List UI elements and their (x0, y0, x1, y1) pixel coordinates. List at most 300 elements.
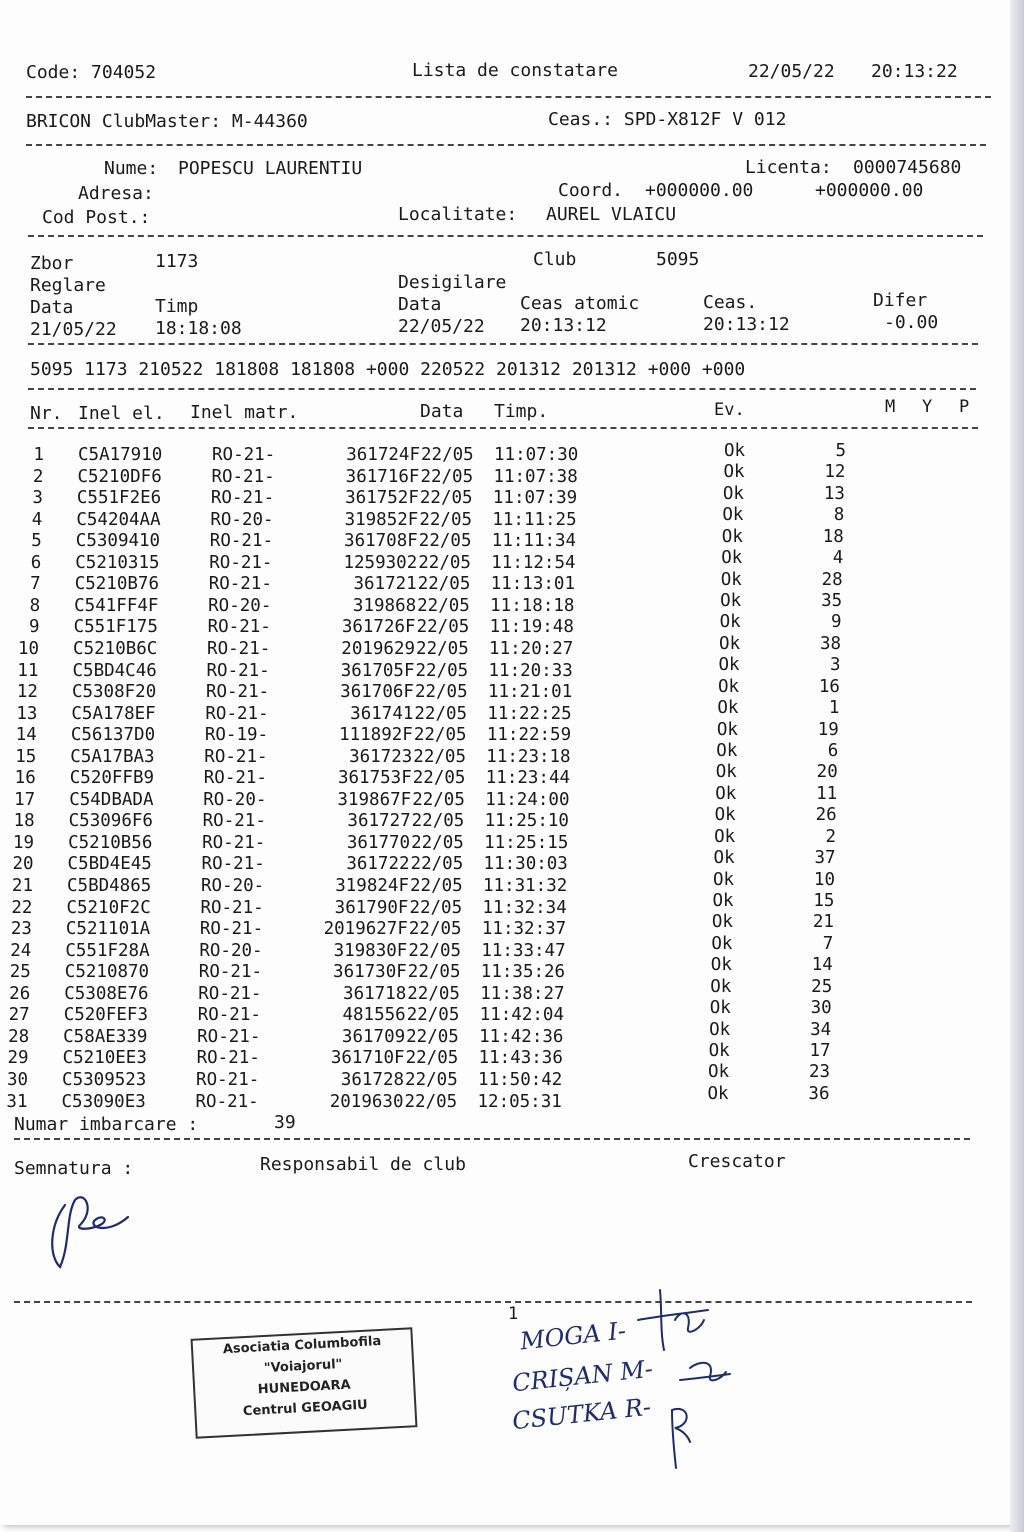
club-label: Club (533, 249, 577, 270)
cell-ev: Ok (713, 848, 735, 869)
cell-time: 11:31:32 (483, 876, 568, 896)
cell-time: 11:13:01 (490, 574, 575, 595)
cell-ev: Ok (709, 998, 731, 1019)
cell-el: C58AE339 (63, 1026, 148, 1047)
coord-label: Coord. (558, 180, 624, 201)
cell-pos: 13 (823, 483, 845, 504)
col-m: M (885, 397, 896, 417)
cell-ev: Ok (710, 955, 732, 976)
cell-series: RO-21- (195, 1091, 259, 1112)
divider (26, 144, 986, 146)
cell-el: C5210315 (75, 552, 160, 573)
cell-ev: Ok (714, 805, 736, 826)
code-label: Code: 704052 (26, 62, 157, 83)
cell-nr: 18 (13, 811, 35, 832)
cell-el: C5210EE3 (62, 1048, 147, 1069)
cell-pos: 3 (829, 655, 841, 676)
cell-nr: 1 (33, 445, 44, 465)
cell-series: RO-21- (196, 1069, 260, 1090)
timp-label: Timp (155, 296, 199, 317)
cell-nr: 17 (14, 789, 36, 810)
cell-series: RO-21- (209, 552, 273, 573)
cell-nr: 23 (10, 919, 32, 940)
cell-el: C5210B56 (68, 832, 153, 853)
cell-series: RO-21- (197, 1026, 261, 1047)
cell-ev: Ok (708, 1041, 730, 1062)
cell-nr: 15 (15, 746, 37, 767)
cell-ev: Ok (715, 783, 737, 804)
cell-el: C551F28A (65, 940, 150, 961)
cell-pos: 19 (817, 719, 839, 740)
cell-date: 22/05 (411, 832, 464, 853)
cell-date: 22/05 (418, 531, 472, 552)
cell-series: RO-19- (204, 725, 269, 746)
table-row (0, 676, 1000, 703)
cell-nr: 8 (29, 595, 41, 616)
stamp-line-3: HUNEDOARA (257, 1377, 351, 1398)
cell-series: RO-20- (208, 595, 272, 616)
cell-time: 11:22:59 (486, 725, 572, 746)
cell-el: C5BD4E45 (67, 854, 152, 875)
col-ev: Ev. (714, 400, 745, 420)
cell-date: 22/05 (412, 768, 466, 789)
cell-matr: 361710F (330, 1048, 405, 1069)
responsabil-label: Responsabil de club (260, 1154, 466, 1175)
cell-pos: 34 (810, 1019, 832, 1040)
cell-el: C54DBADA (69, 789, 154, 810)
cell-series: RO-21- (212, 445, 276, 465)
divider (26, 96, 991, 98)
table-row (0, 612, 1000, 638)
cell-time: 11:50:42 (478, 1069, 563, 1090)
cell-pos: 8 (833, 505, 845, 526)
cell-pos: 38 (819, 633, 842, 654)
table-row (0, 1041, 1000, 1069)
cell-el: C5308E76 (64, 983, 149, 1004)
cell-el: C551F175 (73, 617, 158, 638)
cell-ev: Ok (720, 569, 742, 590)
cell-nr: 22 (11, 897, 33, 918)
ceas-atomic-label: Ceas atomic (520, 293, 640, 314)
cell-pos: 15 (813, 891, 835, 912)
cell-date: 22/05 (414, 682, 468, 703)
cell-matr: 361730F (333, 962, 407, 983)
header-date: 22/05/22 (748, 61, 835, 82)
cell-el: C56137D0 (70, 725, 156, 746)
col-timp: Timp. (494, 401, 549, 422)
handwritten-line-2: CRIȘAN M- (510, 1354, 655, 1398)
cell-series: RO-20- (201, 876, 265, 896)
cell-series: RO-21- (196, 1048, 260, 1069)
cell-time: 11:07:38 (493, 466, 578, 487)
difer-label: Difer (873, 290, 928, 311)
cell-nr: 27 (8, 1005, 30, 1026)
cell-el: C5210870 (64, 962, 150, 983)
col-inel-el: Inel el. (78, 403, 165, 424)
table-row (0, 848, 1000, 875)
reglare-date: 21/05/22 (30, 319, 117, 340)
table-row (0, 483, 1000, 509)
cell-matr: 319868 (352, 595, 417, 616)
license-label: Licenta: (745, 157, 832, 178)
cell-series: RO-21- (199, 919, 264, 940)
table-row (0, 933, 1000, 962)
cell-time: 11:19:48 (489, 617, 574, 638)
cell-pos: 25 (811, 976, 833, 997)
cell-nr: 10 (17, 638, 40, 659)
table-row (0, 719, 1000, 746)
cell-el: C53090E3 (61, 1091, 146, 1112)
cell-date: 22/05 (407, 983, 460, 1004)
cell-nr: 31 (6, 1091, 28, 1112)
locality-label: Localitate: (398, 204, 518, 225)
table-row (0, 762, 1000, 789)
cell-matr: 361752F (345, 488, 419, 509)
cell-series: RO-21- (207, 617, 271, 638)
cell-time: 11:43:36 (478, 1048, 563, 1069)
table-row (0, 441, 1000, 466)
cell-nr: 24 (10, 940, 32, 961)
reglare-time: 18:18:08 (155, 318, 242, 339)
cell-time: 11:24:00 (485, 789, 570, 810)
device-label: BRICON ClubMaster: M-44360 (26, 111, 308, 132)
desigilare-date: 22/05/22 (398, 316, 485, 337)
cell-series: RO-21- (211, 466, 275, 487)
cell-date: 22/05 (406, 1026, 459, 1047)
cell-pos: 17 (809, 1041, 831, 1062)
signature (30, 1185, 150, 1275)
cell-time: 11:12:54 (491, 552, 576, 573)
divider (14, 1138, 970, 1140)
atomic-clock-value: 20:13:12 (520, 315, 607, 336)
cell-el: C5210F2C (66, 897, 151, 918)
table-row (0, 526, 1000, 552)
locality-value: AUREL VLAICU (546, 204, 677, 225)
cell-date: 22/05 (419, 488, 473, 509)
cell-el: C5308F20 (71, 682, 157, 703)
divider (28, 343, 978, 345)
cell-nr: 28 (8, 1026, 30, 1047)
cell-el: C520FFB9 (69, 768, 155, 789)
cell-date: 22/05 (417, 574, 471, 595)
cell-nr: 13 (16, 703, 38, 724)
cell-matr: 361721 (353, 574, 417, 595)
cell-pos: 14 (811, 955, 833, 976)
header-time: 20:13:22 (871, 61, 958, 82)
cell-series: RO-21- (202, 832, 266, 853)
table-row (0, 826, 1000, 854)
cell-ev: Ok (723, 462, 745, 483)
cell-el: C5309410 (75, 531, 161, 552)
cell-el: C5210B76 (74, 574, 159, 595)
cell-ev: Ok (715, 762, 737, 783)
cell-ev: Ok (724, 441, 746, 461)
cell-ev: Ok (716, 741, 738, 762)
owner-name: POPESCU LAURENTIU (178, 158, 363, 179)
cell-matr: 361706F (340, 682, 414, 703)
cell-matr: 361753F (337, 768, 412, 789)
cell-pos: 6 (827, 741, 839, 762)
cell-el: C53096F6 (68, 811, 153, 832)
cell-pos: 26 (815, 805, 837, 826)
cell-date: 22/05 (415, 660, 469, 681)
cell-time: 12:05:31 (477, 1091, 562, 1112)
numar-label: Numar imbarcare : (14, 1114, 199, 1135)
cell-time: 11:20:27 (489, 638, 574, 659)
cell-nr: 14 (15, 725, 37, 746)
license-value: 0000745680 (853, 157, 962, 178)
cell-matr: 361709 (341, 1026, 406, 1047)
cell-pos: 36 (808, 1083, 830, 1104)
divider (28, 235, 983, 237)
stamp-line-4: Centrul GEOAGIU (242, 1397, 369, 1420)
cell-ev: Ok (722, 505, 744, 526)
cell-nr: 25 (9, 962, 31, 983)
cell-nr: 4 (31, 509, 43, 530)
divider (14, 1301, 972, 1303)
cell-ev: Ok (719, 633, 741, 654)
cell-date: 22/05 (405, 1048, 459, 1069)
cell-time: 11:11:25 (492, 509, 577, 530)
numar-value: 39 (274, 1112, 296, 1133)
crescator-label: Crescator (688, 1151, 786, 1172)
cell-series: RO-21- (201, 854, 265, 875)
handwritten-line-3: CSUTKA R- (510, 1392, 653, 1436)
cell-time: 11:30:03 (483, 854, 568, 875)
cell-el: C520FEF3 (63, 1005, 148, 1026)
data-label: Data (30, 297, 74, 318)
cell-nr: 21 (11, 876, 33, 896)
table-row (0, 891, 1000, 919)
cell-nr: 29 (7, 1048, 29, 1069)
table-row (0, 783, 1000, 811)
table-row (0, 805, 1000, 832)
cell-date: 22/05 (413, 725, 467, 746)
cell-matr: 361727 (347, 811, 411, 832)
cell-ev: Ok (710, 976, 732, 997)
cell-date: 22/05 (414, 703, 468, 724)
cell-pos: 35 (821, 591, 843, 612)
cell-pos: 20 (816, 762, 838, 783)
table-row (0, 998, 1000, 1026)
cell-series: RO-20- (199, 940, 263, 961)
cell-el: C5210DF6 (77, 466, 162, 487)
code-line: 5095 1173 210522 181808 181808 +000 220522 201312 201312 +000 +000 (30, 359, 746, 380)
cell-date: 22/05 (408, 940, 462, 961)
cell-matr: 361723 (349, 746, 413, 767)
table-row (0, 505, 1000, 531)
cell-el: C5A17910 (78, 445, 163, 465)
cell-series: RO-21- (205, 682, 270, 703)
cell-ev: Ok (711, 912, 733, 933)
divider (28, 388, 976, 390)
cell-matr: 2019629 (341, 638, 416, 659)
cell-date: 22/05 (413, 746, 466, 767)
cell-nr: 6 (30, 552, 42, 573)
cell-ev: Ok (713, 869, 735, 890)
cell-pos: 16 (818, 676, 840, 697)
cell-series: RO-21- (205, 703, 269, 724)
cell-ev: Ok (709, 1019, 731, 1040)
cell-date: 22/05 (409, 897, 463, 918)
cell-series: RO-21- (203, 768, 267, 789)
cell-date: 22/05 (411, 811, 465, 832)
cell-pos: 30 (810, 998, 832, 1019)
cell-el: C521101A (65, 919, 151, 940)
stamp-line-1: Asociatia Columbofila (222, 1333, 382, 1358)
cell-ev: Ok (708, 1062, 730, 1083)
table-row (0, 633, 1000, 660)
coord-value-2: +000000.00 (815, 180, 924, 201)
cell-time: 11:35:26 (480, 962, 566, 983)
cell-el: C5BD4865 (67, 876, 152, 896)
cell-ev: Ok (718, 655, 740, 676)
cell-nr: 20 (12, 854, 34, 875)
cell-series: RO-21- (198, 962, 263, 983)
cell-el: C5210B6C (73, 638, 158, 659)
cell-pos: 11 (816, 783, 838, 804)
cell-time: 11:42:04 (479, 1005, 564, 1026)
ceas-label: Ceas. (703, 292, 758, 313)
cell-nr: 3 (32, 488, 43, 509)
cell-time: 11:22:25 (487, 703, 572, 724)
cell-matr: 361741 (350, 703, 414, 724)
cell-ev: Ok (721, 526, 743, 547)
table-row (0, 569, 1000, 595)
handwritten-initials (620, 1280, 740, 1480)
cell-pos: 9 (831, 612, 842, 633)
cell-ev: Ok (720, 591, 742, 612)
table-row (0, 912, 1000, 940)
cell-series: RO-20- (203, 789, 267, 810)
cell-time: 11:07:39 (492, 488, 578, 509)
cell-date: 22/05 (405, 1069, 458, 1090)
cell-series: RO-21- (198, 983, 262, 1004)
cell-matr: 481556 (342, 1005, 406, 1026)
address-label: Adresa: (78, 183, 154, 204)
cell-date: 22/05 (420, 466, 474, 487)
cell-matr: 361770 (346, 832, 411, 853)
cell-series: RO-21- (207, 638, 271, 659)
cell-pos: 28 (821, 569, 843, 590)
cell-series: RO-21- (210, 488, 275, 509)
cell-time: 11:20:33 (488, 660, 573, 681)
postal-label: Cod Post.: (42, 207, 151, 228)
col-p: P (959, 397, 970, 417)
cell-pos: 37 (814, 848, 836, 869)
clock-value: 20:13:12 (703, 314, 790, 335)
cell-matr: 1259302 (343, 552, 418, 573)
cell-nr: 12 (16, 682, 38, 703)
cell-time: 11:32:37 (481, 919, 567, 940)
cell-matr: 319824F (335, 876, 409, 896)
zbor-value: 1173 (155, 251, 199, 272)
cell-ev: Ok (714, 826, 736, 847)
cell-pos: 1 (828, 698, 840, 719)
cell-el: C5A17BA3 (70, 746, 155, 767)
cell-time: 11:38:27 (480, 983, 565, 1004)
table-row (0, 1083, 1000, 1113)
desigilare-label: Desigilare (398, 272, 507, 293)
cell-ev: Ok (721, 548, 743, 569)
club-value: 5095 (656, 249, 700, 270)
cell-matr: 361716F (345, 466, 420, 487)
cell-matr: 361705F (340, 660, 415, 681)
cell-pos: 7 (822, 933, 834, 954)
cell-nr: 2 (32, 466, 44, 487)
cell-el: C5A178EF (71, 703, 156, 724)
cell-matr: 2019627F (323, 919, 408, 940)
cell-ev: Ok (719, 612, 741, 633)
table-row (0, 698, 1000, 725)
handwritten-line-1: MOGA I- (518, 1316, 628, 1356)
cell-series: RO-20- (210, 509, 274, 530)
table-row (0, 976, 1000, 1005)
cell-ev: Ok (707, 1083, 729, 1104)
cell-time: 11:11:34 (491, 531, 577, 552)
cell-date: 22/05 (417, 595, 470, 616)
cell-time: 11:33:47 (481, 940, 566, 961)
cell-date: 22/05 (419, 509, 473, 530)
cell-time: 11:32:34 (482, 897, 567, 918)
club-stamp (191, 1327, 418, 1438)
cell-date: 22/05 (412, 789, 465, 810)
cell-time: 11:25:15 (484, 832, 569, 853)
cell-matr: 361790F (334, 897, 409, 918)
col-inel-matr: Inel matr. (190, 402, 299, 423)
cell-series: RO-21- (209, 531, 274, 552)
cell-matr: 319852F (344, 509, 419, 530)
cell-matr: 361728 (340, 1069, 405, 1090)
data-label-2: Data (398, 294, 442, 315)
cell-date: 22/05 (406, 1005, 460, 1026)
cell-matr: 361726F (341, 617, 416, 638)
cell-series: RO-21- (204, 746, 268, 767)
cell-matr: 361718 (343, 983, 407, 1004)
cell-pos: 4 (832, 548, 844, 569)
cell-series: RO-21- (197, 1005, 261, 1026)
cell-matr: 361722 (346, 854, 410, 875)
cell-pos: 18 (822, 526, 844, 547)
cell-date: 22/05 (404, 1091, 458, 1112)
cell-date: 22/05 (408, 919, 462, 940)
cell-nr: 11 (17, 660, 39, 681)
cell-date: 22/05 (407, 962, 461, 983)
cell-el: C551F2E6 (76, 488, 162, 509)
table-row (0, 591, 1000, 617)
cell-nr: 26 (9, 983, 31, 1004)
cell-el: C54204AA (76, 509, 161, 530)
cell-ev: Ok (716, 719, 738, 740)
cell-pos: 12 (824, 462, 846, 483)
cell-nr: 7 (30, 574, 41, 595)
document-title: Lista de constatare (412, 60, 618, 81)
cell-time: 11:18:18 (490, 595, 575, 616)
cell-ev: Ok (712, 891, 734, 912)
cell-date: 22/05 (416, 638, 469, 659)
cell-matr: 361724F (346, 445, 420, 465)
name-label: Nume: (104, 158, 159, 179)
table-row (0, 1019, 1000, 1048)
cell-pos: 5 (835, 441, 846, 461)
cell-el: C541FF4F (74, 595, 159, 616)
cell-series: RO-21- (202, 811, 266, 832)
cell-time: 11:21:01 (487, 682, 573, 703)
cell-matr: 361708F (344, 531, 418, 552)
coord-value-1: +000000.00 (645, 180, 754, 201)
cell-date: 22/05 (418, 552, 471, 573)
table-row (0, 955, 1000, 983)
